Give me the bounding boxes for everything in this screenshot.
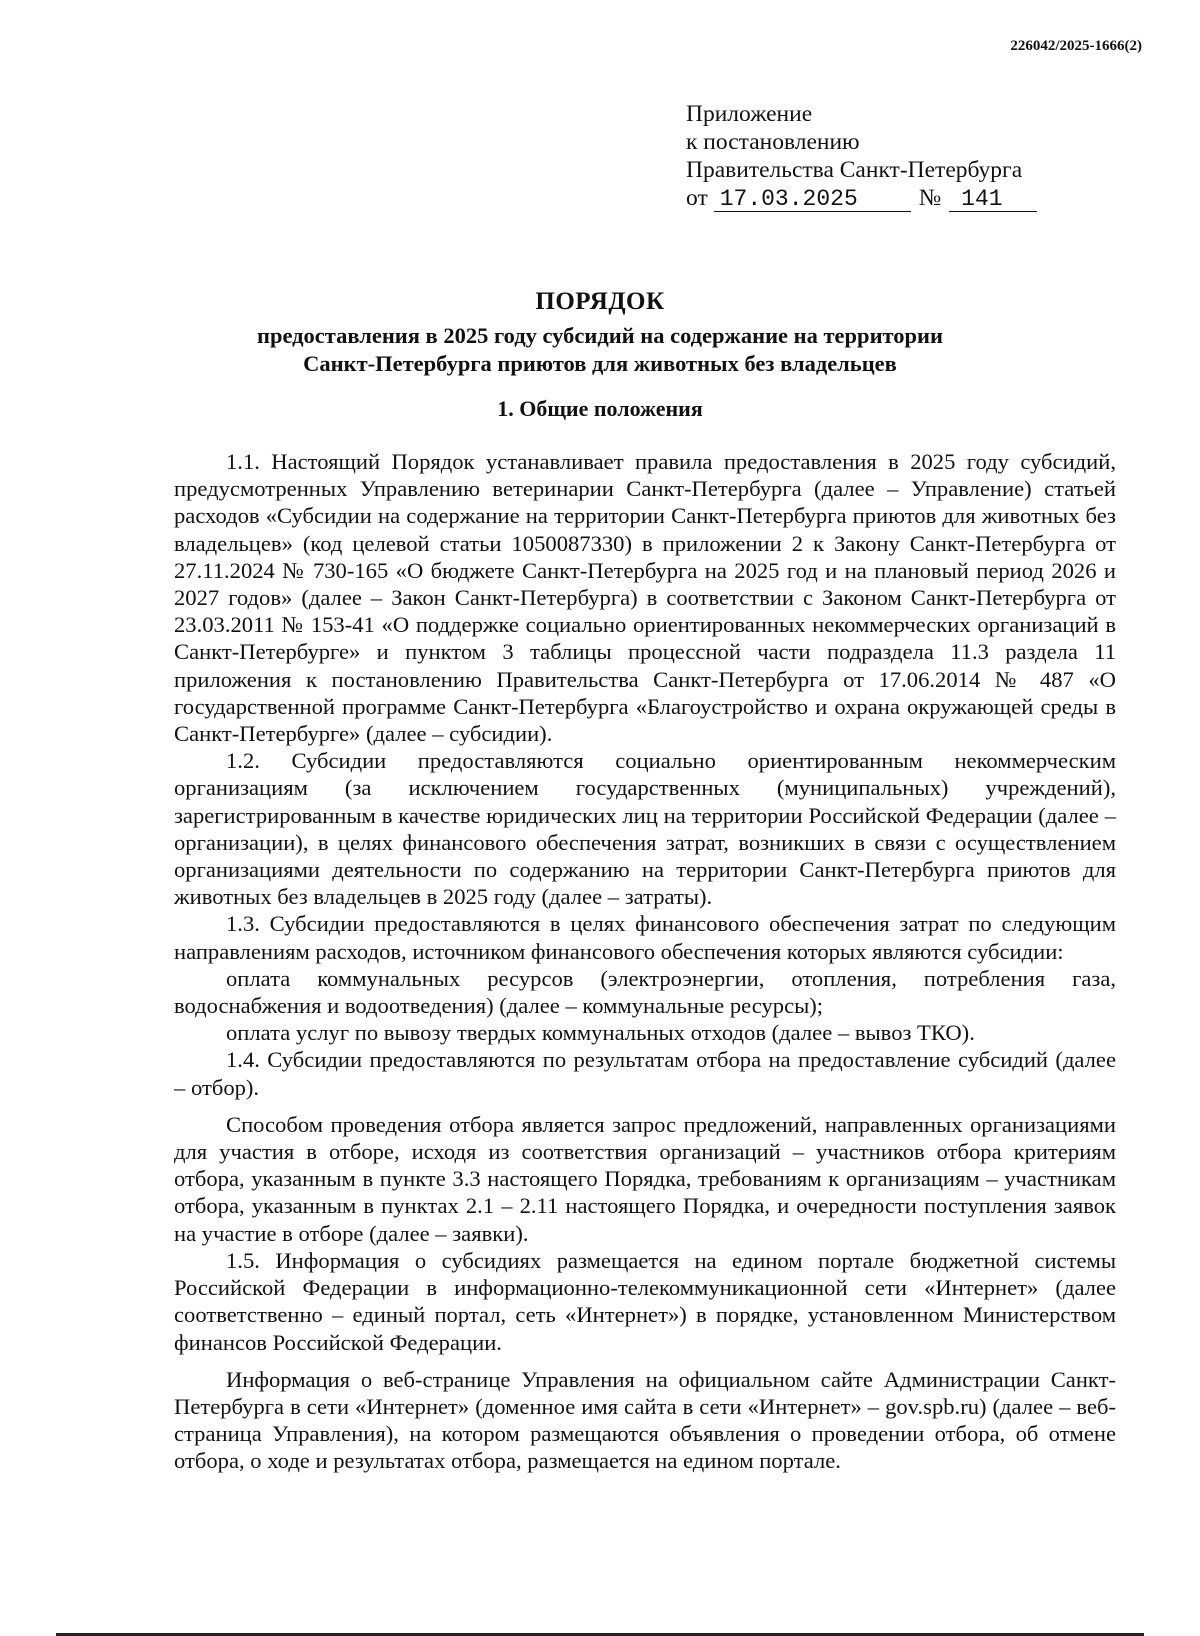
paragraph-utilities: оплата коммунальных ресурсов (электроэнергии, отопления, потребления газа, водоснабжения и водоотведения) (далее – коммунальные ресурсы); bbox=[174, 965, 1116, 1019]
paragraph-1-2: 1.2. Субсидии предоставляются социально ориентированным некоммерческим организациям (за исключением государственных (муниципальных) учреждений), зарегистрированным в качестве юридических лиц на территории Российской Федерации (далее – организации), в целях финансового обеспечения затрат, возникших в связи с осуществлением организациями деятельности по содержанию на территории Санкт-Петербурга приютов для животных без владельцев в 2025 году (далее – затраты). bbox=[174, 748, 1116, 910]
appendix-line-2: к постановлению bbox=[686, 129, 860, 155]
appendix-block bbox=[686, 100, 1037, 212]
paragraph-waste-removal: оплата услуг по вывозу твердых коммунальных отходов (далее – вывоз ТКО). bbox=[226, 1020, 975, 1046]
number-label: № bbox=[918, 185, 942, 211]
document-body bbox=[174, 448, 1116, 1475]
title-main: ПОРЯДОК bbox=[535, 288, 665, 315]
paragraph-selection-method: Способом проведения отбора является запрос предложений, направленных организациями для участия в отборе, исходя из соответствия организаций – участников отбора критериям отбора, указанным в пункте 3.3 настоящего Порядка, требованиям к организациям – участникам отбора, указанным в пунктах 2.1 – 2.11 настоящего Порядка, и очередности поступления заявок на участие в отборе (далее – заявки). bbox=[174, 1111, 1116, 1246]
title-subtitle-line-2: Санкт-Петербурга приютов для животных без владельцев bbox=[303, 351, 897, 376]
paragraph-1-5: 1.5. Информация о субсидиях размещается на едином портале бюджетной системы Российской Федерации в информационно-телекоммуникационной сети «Интернет» (далее соответственно – единый портал, сеть «Интернет») в порядке, установленном Министерством финансов Российской Федерации. bbox=[174, 1247, 1116, 1355]
document-title bbox=[150, 288, 1050, 378]
appendix-line-3: Правительства Санкт-Петербурга bbox=[686, 157, 1023, 183]
appendix-line-1: Приложение bbox=[686, 101, 813, 127]
appendix-date-line bbox=[686, 184, 1037, 212]
resolution-number: 141 bbox=[949, 187, 1037, 212]
paragraph-1-4: 1.4. Субсидии предоставляются по результатам отбора на предоставление субсидий (далее – отбор). bbox=[174, 1047, 1116, 1100]
paragraph-web-page-info: Информация о веб-странице Управления на официальном сайте Администрации Санкт-Петербурга в сети «Интернет» (доменное имя сайта в сети «Интернет» – gov.spb.ru) (далее – веб-страница Управления), на котором размещаются объявления о проведении отбора, об отмене отбора, о ходе и результатах отбора, размещается на едином портале. bbox=[174, 1366, 1116, 1474]
paragraph-1-1: 1.1. Настоящий Порядок устанавливает правила предоставления в 2025 году субсидий, предусмотренных Управлению ветеринарии Санкт-Петербурга (далее – Управление) статьей расходов «Субсидии на содержание на территории Санкт-Петербурга приютов для животных без владельцев» (код целевой статьи 1050087330) в приложении 2 к Закону Санкт-Петербурга от 27.11.2024 № 730-165 «О бюджете Санкт-Петербурга на 2025 год и на плановый период 2026 и 2027 годов» (далее – Закон Санкт-Петербурга) в соответствии с Законом Санкт-Петербурга от 23.03.2011 № 153-41 «О поддержке социально ориентированных некоммерческих организаций в Санкт-Петербурге» и пунктом 3 таблицы процессной части подраздела 11.3 раздела 11 приложения к постановлению Правительства Санкт-Петербурга от 17.06.2014 № 487 «О государственной программе Санкт-Петербурга «Благоустройство и охрана окружающей среды в Санкт-Петербурге» (далее – субсидии). bbox=[174, 449, 1116, 747]
document-registration-number: 226042/2025-1666(2) bbox=[1010, 38, 1142, 54]
from-label: от bbox=[686, 185, 708, 211]
section-heading: 1. Общие положения bbox=[497, 396, 703, 421]
paragraph-1-3: 1.3. Субсидии предоставляются в целях финансового обеспечения затрат по следующим направлениям расходов, источником финансового обеспечения которых являются субсидии: bbox=[174, 911, 1116, 964]
title-subtitle-line-1: предоставления в 2025 году субсидий на содержание на территории bbox=[257, 323, 943, 348]
resolution-date: 17.03.2025 bbox=[714, 187, 911, 212]
